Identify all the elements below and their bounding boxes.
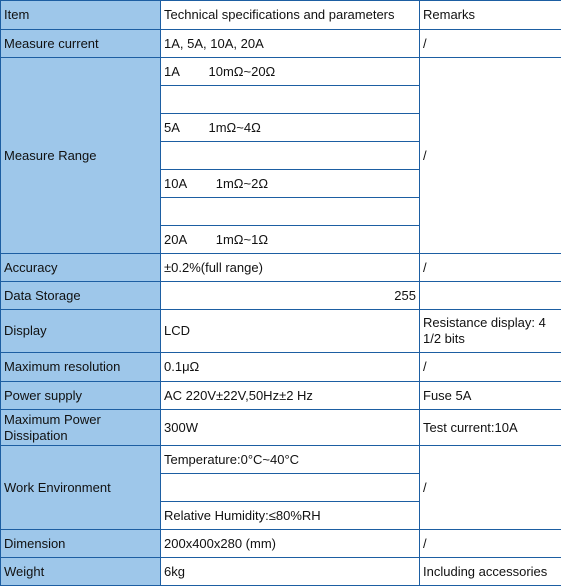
table-row xyxy=(1,446,561,474)
max-resolution-value: 0.1μΩ xyxy=(161,353,420,382)
power-supply-value: AC 220V±22V,50Hz±2 Hz xyxy=(161,382,420,410)
measure-range-cell xyxy=(161,58,420,86)
accuracy-remark: / xyxy=(420,254,561,282)
table-row xyxy=(1,558,561,586)
empty-cell xyxy=(161,474,420,502)
header-spec: Technical specifications and parameters xyxy=(161,1,420,30)
accuracy-label: Accuracy xyxy=(1,254,161,282)
range-current: 20A xyxy=(164,232,187,247)
measure-range-cell xyxy=(161,226,420,254)
range-value: 1mΩ~2Ω xyxy=(216,176,268,191)
table-row xyxy=(1,254,561,282)
accuracy-value: ±0.2%(full range) xyxy=(161,254,420,282)
range-current: 1A xyxy=(164,64,180,79)
measure-range-remark: / xyxy=(420,58,561,254)
measure-current-label: Measure current xyxy=(1,30,161,58)
table-row xyxy=(1,30,561,58)
measure-range-label: Measure Range xyxy=(1,58,161,254)
range-current: 5A xyxy=(164,120,180,135)
dimension-value: 200x400x280 (mm) xyxy=(161,530,420,558)
table-row xyxy=(1,310,561,353)
measure-range-cell xyxy=(161,114,420,142)
max-resolution-label: Maximum resolution xyxy=(1,353,161,382)
weight-value: 6kg xyxy=(161,558,420,586)
table-row xyxy=(1,530,561,558)
data-storage-value: 255 xyxy=(161,282,420,310)
range-value: 1mΩ~4Ω xyxy=(209,120,261,135)
work-env-humidity: Relative Humidity:≤80%RH xyxy=(161,502,420,530)
table-row xyxy=(1,282,561,310)
range-value: 1mΩ~1Ω xyxy=(216,232,268,247)
table-row xyxy=(1,1,561,30)
table-row xyxy=(1,58,561,86)
display-label: Display xyxy=(1,310,161,353)
empty-cell xyxy=(161,86,420,114)
power-supply-remark: Fuse 5A xyxy=(420,382,561,410)
header-item: Item xyxy=(1,1,161,30)
power-supply-label: Power supply xyxy=(1,382,161,410)
table-row xyxy=(1,410,561,446)
measure-current-value: 1A, 5A, 10A, 20A xyxy=(161,30,420,58)
table-row xyxy=(1,382,561,410)
range-current: 10A xyxy=(164,176,187,191)
max-resolution-remark: / xyxy=(420,353,561,382)
work-env-temperature: Temperature:0°C~40°C xyxy=(161,446,420,474)
weight-label: Weight xyxy=(1,558,161,586)
empty-cell xyxy=(161,142,420,170)
measure-current-remark: / xyxy=(420,30,561,58)
data-storage-remark xyxy=(420,282,561,310)
display-value: LCD xyxy=(161,310,420,353)
max-power-value: 300W xyxy=(161,410,420,446)
max-power-remark: Test current:10A xyxy=(420,410,561,446)
measure-range-cell xyxy=(161,170,420,198)
max-power-label: Maximum Power Dissipation xyxy=(1,410,161,446)
empty-cell xyxy=(161,198,420,226)
weight-remark: Including accessories xyxy=(420,558,561,586)
header-remarks: Remarks xyxy=(420,1,561,30)
data-storage-label: Data Storage xyxy=(1,282,161,310)
dimension-remark: / xyxy=(420,530,561,558)
dimension-label: Dimension xyxy=(1,530,161,558)
work-env-label: Work Environment xyxy=(1,446,161,530)
display-remark: Resistance display: 4 1/2 bits xyxy=(420,310,561,353)
range-value: 10mΩ~20Ω xyxy=(209,64,276,79)
work-env-remark: / xyxy=(420,446,561,530)
table-row xyxy=(1,353,561,382)
